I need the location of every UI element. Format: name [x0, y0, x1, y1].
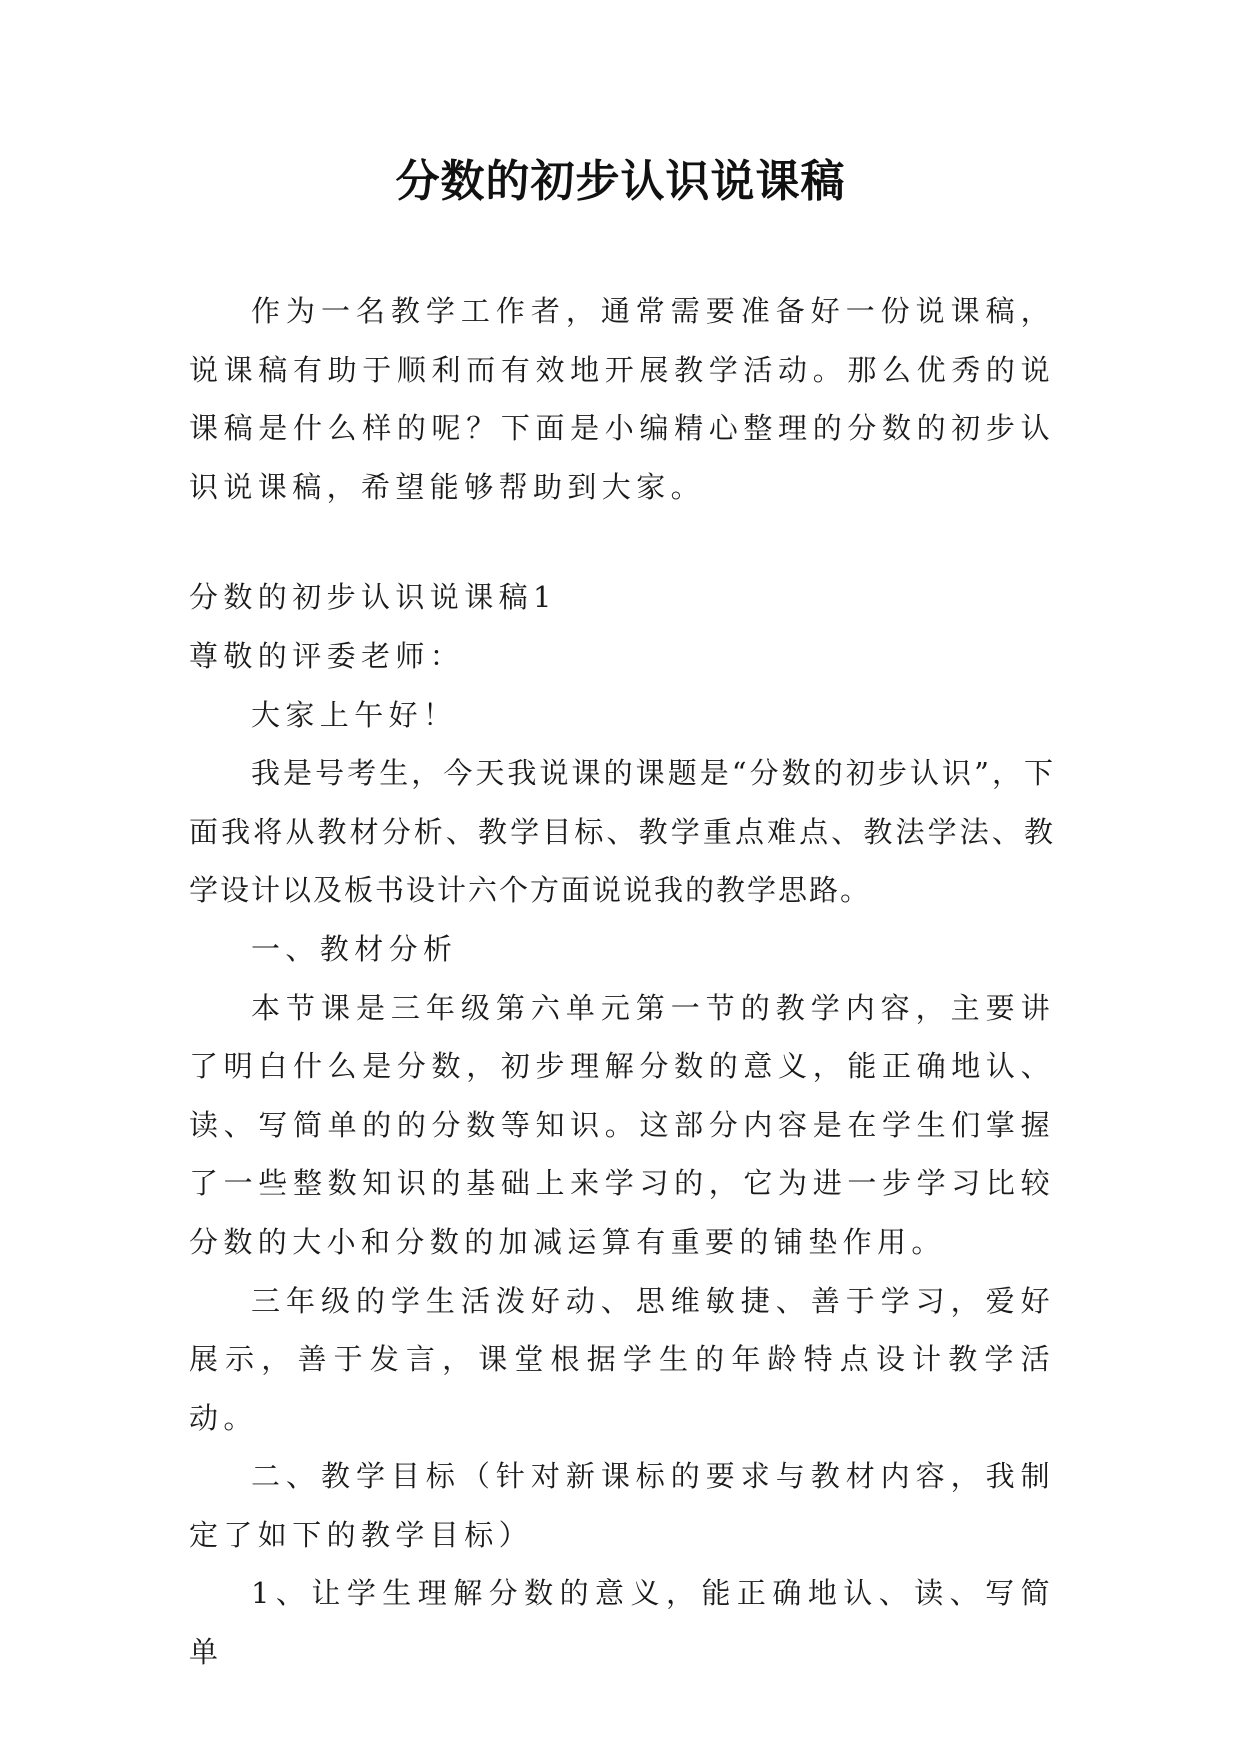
student-analysis-paragraph: 三年级的学生活泼好动、思维敏捷、善于学习，爱好展示，善于发言，课堂根据学生的年龄特点设计教学活动。: [189, 1283, 1055, 1435]
opening-paragraph: 我是号考生，今天我说课的课题是“分数的初步认识”，下面我将从教材分析、教学目标、教学重点难点、教法学法、教学设计以及板书设计六个方面说说我的教学思路。: [189, 756, 1055, 908]
goal-item-1: 1、让学生理解分数的意义，能正确地认、读、写简单: [189, 1576, 1055, 1670]
section-heading: 分数的初步认识说课稿1: [189, 580, 557, 615]
subheading-textbook-analysis: 一、教材分析: [251, 931, 458, 966]
salutation: 尊敬的评委老师：: [189, 638, 465, 673]
document-body: [189, 282, 1055, 1682]
greeting: 大家上午好！: [251, 697, 458, 732]
document-title: 分数的初步认识说课稿: [395, 156, 846, 207]
intro-paragraph: 作为一名教学工作者，通常需要准备好一份说课稿，说课稿有助于顺利而有效地开展教学活动。那么优秀的说课稿是什么样的呢？下面是小编精心整理的分数的初步认识说课稿，希望能够帮助到大家。: [189, 294, 1055, 504]
textbook-analysis-paragraph: 本节课是三年级第六单元第一节的教学内容，主要讲了明白什么是分数，初步理解分数的意义，能正确地认、读、写简单的的分数等知识。这部分内容是在学生们掌握了一些整数知识的基础上来学习的，它为进一步学习比较分数的大小和分数的加减运算有重要的铺垫作用。: [189, 990, 1055, 1259]
subheading-teaching-goals: 二、教学目标（针对新课标的要求与教材内容，我制定了如下的教学目标）: [189, 1459, 1055, 1552]
